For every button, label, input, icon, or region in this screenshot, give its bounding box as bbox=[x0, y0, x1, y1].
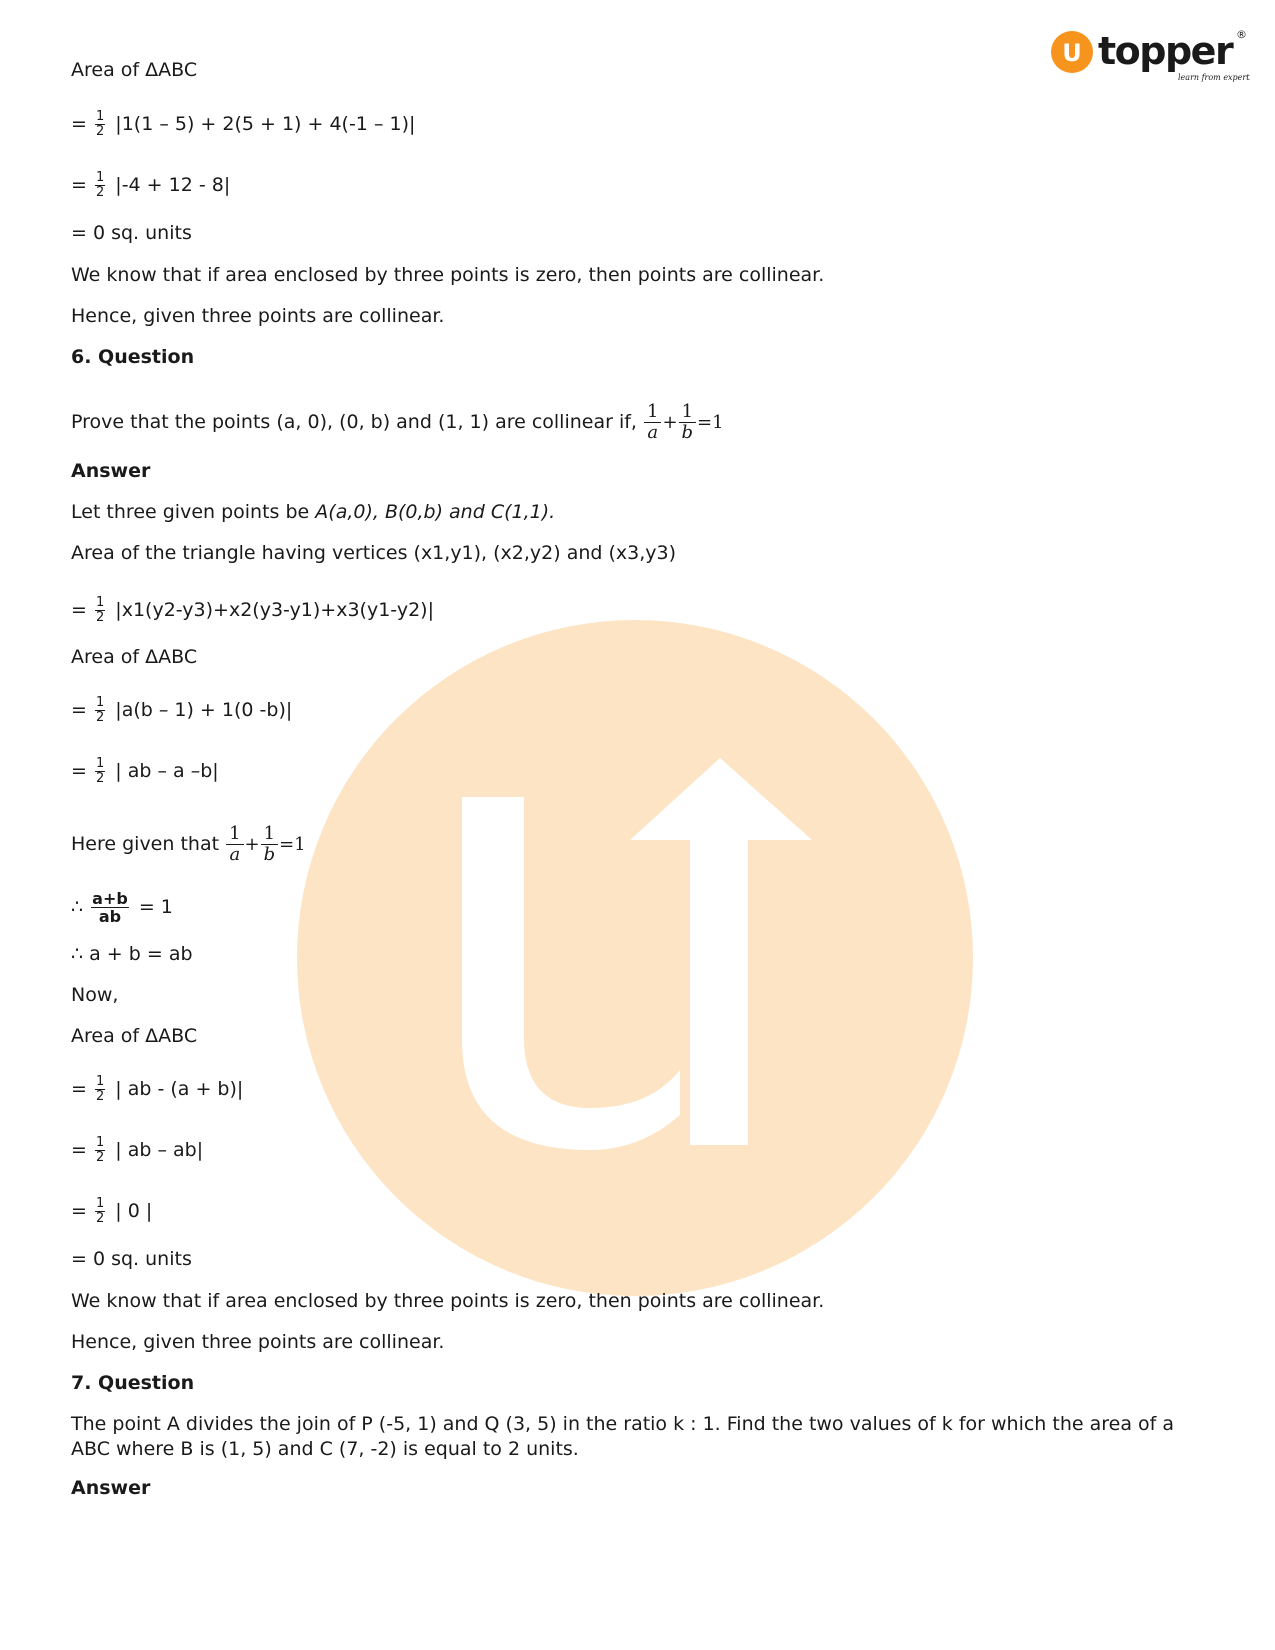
logo-registered: ® bbox=[1236, 28, 1247, 41]
equation-line: = $\frac{1}{2}$ | 0 | bbox=[71, 1196, 153, 1226]
area-label: Area of ΔABC bbox=[71, 646, 198, 668]
question-heading: 6. Question bbox=[71, 346, 195, 368]
answer-heading: Answer bbox=[71, 460, 151, 482]
fraction-one-over-a: $\frac{1}{a}$ bbox=[226, 824, 243, 865]
conclusion: Hence, given three points are collinear. bbox=[71, 305, 445, 327]
topper-logo bbox=[1050, 24, 1250, 86]
equation-line: = $\frac{1}{2}$ | ab – a –b| bbox=[71, 756, 219, 786]
fraction-half: $\frac{1}{2}$ bbox=[95, 1196, 105, 1226]
equation-line: = $\frac{1}{2}$ |a(b – 1) + 1(0 -b)| bbox=[71, 695, 293, 725]
fraction-sum-over-product: $\frac{a+b}{ab}$ bbox=[92, 889, 128, 926]
fraction-half: $\frac{1}{2}$ bbox=[95, 109, 105, 139]
question-heading: 7. Question bbox=[71, 1372, 195, 1394]
equation-line: = $\frac{1}{2}$ |-4 + 12 - 8| bbox=[71, 170, 231, 200]
fraction-half: $\frac{1}{2}$ bbox=[95, 695, 105, 725]
equation-line: = $\frac{1}{2}$ | ab - (a + b)| bbox=[71, 1074, 244, 1104]
logo-wordmark: topper bbox=[1098, 29, 1233, 73]
logo-mark: U bbox=[1062, 39, 1082, 67]
question-text: The point A divides the join of P (-5, 1) and Q (3, 5) in the ratio k : 1. Find the two values of k for which the area of a ABC where B is (1, 5) and C (7, -2) is equal to 2 units. bbox=[71, 1413, 1175, 1460]
now-label: Now, bbox=[71, 984, 119, 1006]
result-line: = 0 sq. units bbox=[71, 1248, 192, 1270]
collinear-statement: We know that if area enclosed by three points is zero, then points are collinear. bbox=[71, 264, 825, 286]
fraction-one-over-a: $\frac{1}{a}$ bbox=[644, 402, 661, 443]
answer-intro: Let three given points be A(a,0), B(0,b) and C(1,1). bbox=[71, 501, 556, 523]
equation-line: = $\frac{1}{2}$ |1(1 – 5) + 2(5 + 1) + 4(-1 – 1)| bbox=[71, 109, 416, 139]
conclusion: Hence, given three points are collinear. bbox=[71, 1331, 445, 1353]
collinear-statement: We know that if area enclosed by three points is zero, then points are collinear. bbox=[71, 1290, 825, 1312]
result-line: = 0 sq. units bbox=[71, 222, 192, 244]
area-label: Area of ΔABC bbox=[71, 1025, 198, 1047]
area-formula: = $\frac{1}{2}$ |x1(y2-y3)+x2(y3-y1)+x3(y1-y2)| bbox=[71, 595, 434, 625]
given-condition: Here given that $\frac{1}{a}$ + $\frac{1}{b}$ =1 bbox=[71, 823, 306, 865]
area-formula-intro: Area of the triangle having vertices (x1,y1), (x2,y2) and (x3,y3) bbox=[71, 542, 677, 564]
fraction-one-over-b: $\frac{1}{b}$ bbox=[261, 824, 278, 865]
therefore-line: ∴ $\frac{a+b}{ab}$ = 1 bbox=[71, 889, 173, 926]
fraction-half: $\frac{1}{2}$ bbox=[95, 1135, 105, 1165]
fraction-one-over-b: $\frac{1}{b}$ bbox=[679, 402, 696, 443]
fraction-half: $\frac{1}{2}$ bbox=[95, 170, 105, 200]
fraction-half: $\frac{1}{2}$ bbox=[95, 1074, 105, 1104]
therefore-line: ∴ a + b = ab bbox=[71, 943, 193, 965]
logo-tagline: learn from experts bbox=[1178, 73, 1250, 82]
watermark-circle bbox=[297, 620, 973, 1296]
fraction-half: $\frac{1}{2}$ bbox=[95, 756, 105, 786]
answer-heading: Answer bbox=[71, 1477, 151, 1499]
equation-line: = $\frac{1}{2}$ | ab – ab| bbox=[71, 1135, 204, 1165]
question-text: Prove that the points (a, 0), (0, b) and (1, 1) are collinear if, $\frac{1}{a}$ + $\frac{1}{b}$ =1 bbox=[71, 401, 724, 443]
area-label: Area of ΔABC bbox=[71, 59, 198, 81]
fraction-half: $\frac{1}{2}$ bbox=[95, 595, 105, 625]
